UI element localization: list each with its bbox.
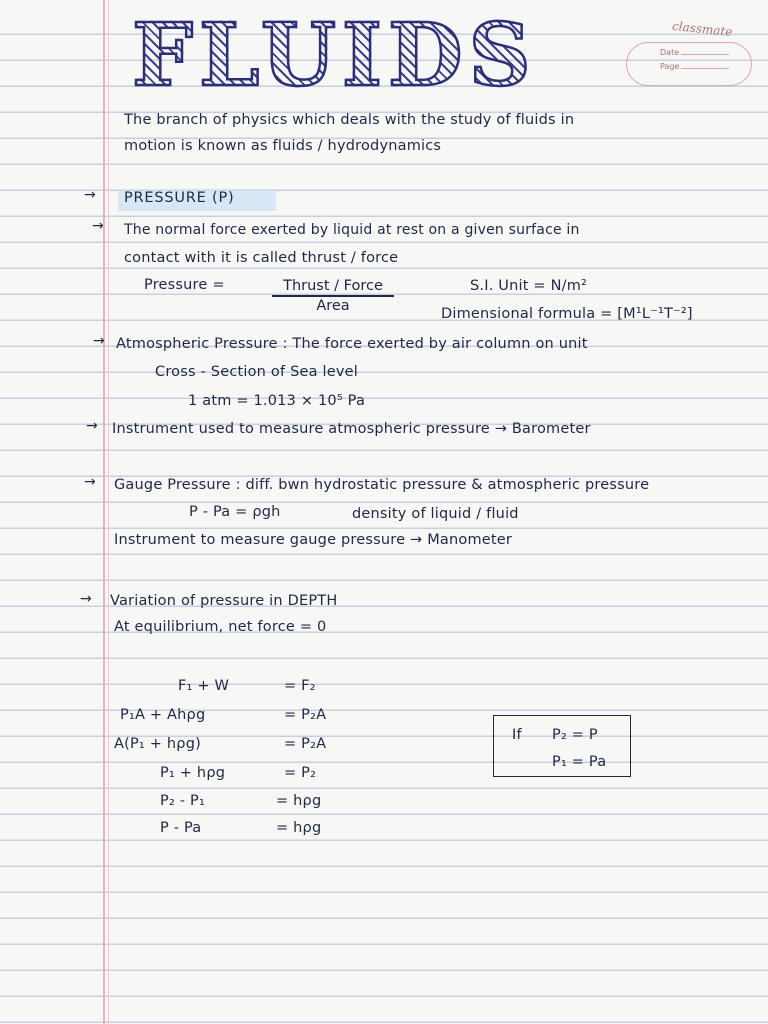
condition-2: P₁ = Pa [552,754,607,770]
equilibrium-line: At equilibrium, net force = 0 [114,619,327,635]
derivation-rhs: = P₂A [284,736,327,752]
stamp-date-field: Date [660,48,729,57]
intro-line-1: The branch of physics which deals with the study of fluids in [124,112,575,128]
depth-heading: Variation of pressure in DEPTH [110,593,338,609]
page-title: FLUIDS [132,5,537,106]
derivation-rhs: = hρg [276,820,322,836]
derivation-rhs: = F₂ [284,678,316,694]
atmospheric-value: 1 atm = 1.013 × 10⁵ Pa [188,393,366,409]
condition-if-label: If [512,727,522,743]
fraction-numerator: Thrust / Force [283,278,383,294]
condition-1: P₂ = P [552,727,598,743]
atmospheric-line-1: Atmospheric Pressure : The force exerted by air column on unit [116,336,588,352]
derivation-rhs: = P₂A [284,707,327,723]
pressure-heading: PRESSURE (P) [124,190,235,206]
derivation-lhs: P₁A + Ahρg [120,707,206,723]
derivation-lhs: P₂ - P₁ [160,793,205,809]
derivation-lhs: F₁ + W [178,678,230,694]
derivation-lhs: P - Pa [160,820,202,836]
bullet-arrow: → [84,474,96,490]
derivation-rhs: = P₂ [284,765,317,781]
atmospheric-line-2: Cross - Section of Sea level [155,364,358,380]
intro-line-2: motion is known as fluids / hydrodynamics [124,138,442,154]
margin-line [103,0,105,1024]
stamp-brand: classmate [671,18,734,40]
pressure-definition-line-2: contact with it is called thrust / force [124,250,399,266]
bullet-arrow: → [84,187,96,203]
gauge-density-note: density of liquid / fluid [352,506,519,522]
barometer-line: Instrument used to measure atmospheric pressure → Barometer [112,421,591,437]
gauge-line-1: Gauge Pressure : diff. bwn hydrostatic pressure & atmospheric pressure [114,477,650,493]
stamp-page-field: Page [660,62,729,71]
pressure-fraction [272,278,394,314]
dimensional-formula: Dimensional formula = [M¹L⁻¹T⁻²] [441,306,693,322]
bullet-arrow: → [86,418,98,434]
gauge-formula: P - Pa = ρgh [189,504,281,520]
bullet-arrow: → [80,591,92,607]
classmate-stamp [620,18,760,90]
derivation-lhs: P₁ + hρg [160,765,226,781]
fraction-denominator: Area [316,297,350,314]
bullet-arrow: → [93,333,105,349]
derivation-lhs: A(P₁ + hρg) [114,736,201,752]
pressure-formula-lhs: Pressure = [144,277,225,293]
margin-line-inner [108,0,109,1024]
fraction-bar [272,295,394,297]
manometer-line: Instrument to measure gauge pressure → Manometer [114,532,513,548]
pressure-definition-line-1: The normal force exerted by liquid at rest on a given surface in [124,222,580,238]
bullet-arrow: → [92,218,104,234]
si-unit: S.I. Unit = N/m² [470,278,588,294]
derivation-rhs: = hρg [276,793,322,809]
